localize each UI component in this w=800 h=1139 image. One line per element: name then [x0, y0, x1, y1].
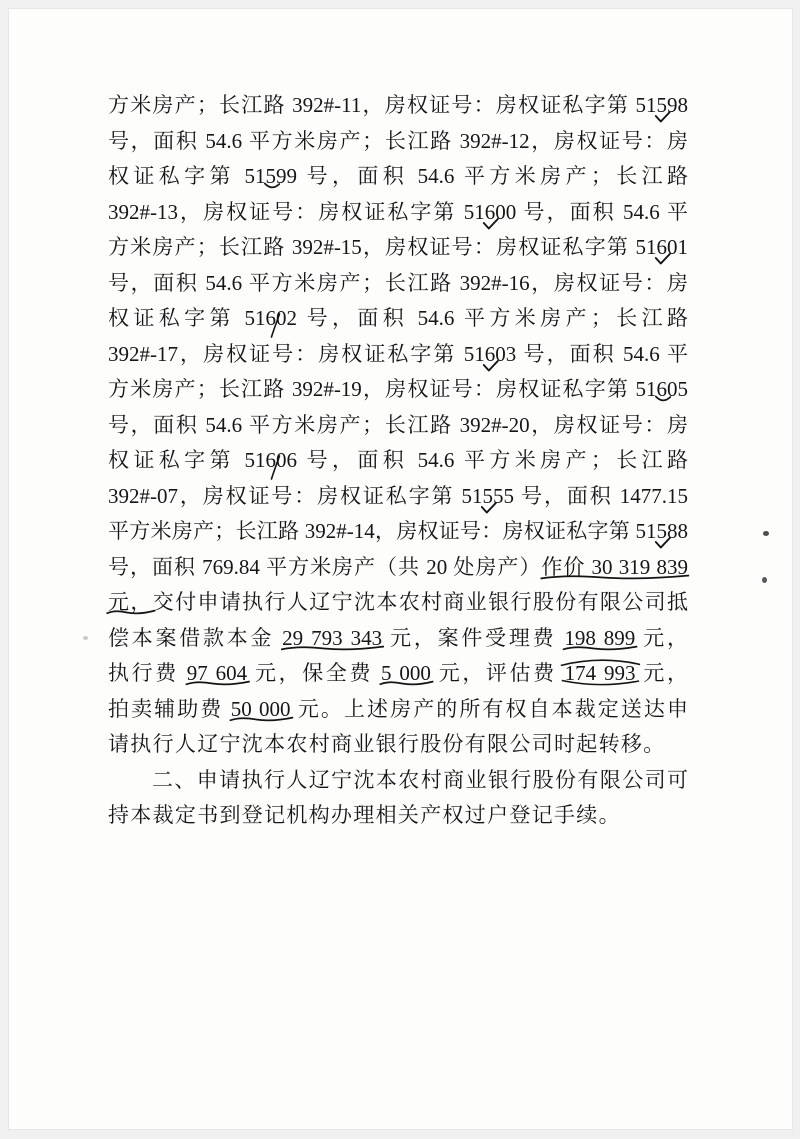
text-segment: 交付申请执行人辽宁沈本农村商业银行股份有限公司抵: [152, 590, 689, 614]
annotated-value: 元，: [108, 590, 153, 614]
text-segment: 权证私字第: [108, 306, 245, 330]
text-segment: 号，面积 54.6 平方米房产；长江路: [296, 164, 689, 188]
text-segment: 权证私字第: [108, 448, 245, 472]
text-segment: 号，面积 54.6 平方米房产；长江路 392#-20，房权证号：房: [108, 412, 688, 437]
text-segment: 号，面积 54.6 平方米房产；长江路: [296, 306, 689, 330]
annotated-value: 97 604: [187, 661, 247, 685]
annotated-value: 174 993: [565, 661, 636, 685]
text-line: [108, 692, 688, 728]
handwritten-underline: [106, 607, 156, 616]
text-segment: 号，面积 769.84 平方米房产（共 20 处房产）: [108, 554, 542, 579]
text-segment: 二、申请执行人辽宁沈本农村商业银行股份有限公司可: [152, 767, 688, 792]
handwritten-underline: [280, 643, 385, 652]
text-segment: 持本裁定书到登记机构办理相关产权过户登记手续。: [108, 803, 621, 827]
text-line: [108, 798, 688, 834]
annotated-value: 51606: [244, 448, 297, 472]
text-segment: 方米房产；长江路 392#-11，房权证号：房权证私字第: [108, 93, 636, 117]
text-segment: 元，: [635, 661, 689, 685]
text-line: [108, 372, 688, 408]
text-segment: 偿本案借款本金: [108, 625, 283, 650]
text-segment: 号，面积 54.6 平: [516, 341, 688, 366]
handwritten-overline: [560, 657, 641, 666]
annotated-value: 51601: [636, 235, 689, 259]
text-segment: 平方米房产；长江路 392#-14，房权证号：房权证私字第: [108, 519, 636, 543]
text-segment: 号，面积 54.6 平方米房产；长江路 392#-12，房权证号：房: [108, 128, 688, 153]
text-line: [108, 408, 688, 444]
scan-speck: [83, 636, 88, 640]
handwritten-underline: [539, 572, 691, 581]
annotated-value: 51602: [244, 306, 297, 330]
text-segment: 元，保全费: [247, 661, 381, 685]
annotated-value: 51600: [464, 200, 517, 224]
handwritten-breve-icon: [263, 182, 280, 191]
handwritten-underline: [561, 679, 640, 688]
annotated-value: 51598: [636, 93, 689, 117]
annotated-value: 51555: [462, 484, 515, 508]
handwritten-check-icon: [655, 111, 671, 123]
text-line: [108, 514, 688, 550]
handwritten-underline: [562, 643, 638, 652]
text-segment: 执行费: [108, 661, 187, 685]
handwritten-underline: [379, 678, 434, 687]
annotated-value: 5 000: [381, 661, 431, 685]
text-segment: 权证私字第: [108, 164, 245, 188]
text-segment: 号，面积 54.6 平: [516, 199, 688, 224]
handwritten-check-icon: [655, 537, 671, 549]
annotated-value: 51605: [636, 377, 689, 401]
annotated-value: 29 793 343: [282, 626, 382, 650]
scan-speck: [763, 531, 769, 536]
text-line: [108, 124, 688, 160]
handwritten-check-icon: [481, 502, 497, 514]
document-page: [8, 8, 793, 1130]
text-segment: 元，: [635, 625, 689, 650]
text-line: [108, 727, 688, 763]
text-line: [108, 195, 688, 231]
text-line: [108, 656, 688, 692]
text-segment: 方米房产；长江路 392#-15，房权证号：房权证私字第: [108, 235, 636, 259]
text-segment: 请执行人辽宁沈本农村商业银行股份有限公司时起转移。: [108, 732, 666, 756]
text-segment: 元，案件受理费: [382, 625, 565, 650]
handwritten-slash-icon: [270, 313, 281, 338]
handwritten-underline: [185, 678, 250, 687]
text-line: [108, 337, 688, 373]
text-segment: 392#-13，房权证号：房权证私字第: [108, 199, 464, 224]
handwritten-check-icon: [483, 218, 499, 230]
text-line: [108, 621, 688, 657]
text-segment: 号，面积 54.6 平方米房产；长江路: [296, 448, 689, 472]
text-line: [108, 763, 688, 799]
text-line: [108, 266, 688, 302]
handwritten-underline: [229, 714, 294, 723]
text-line: [108, 585, 688, 621]
annotated-value: 198 899: [564, 626, 635, 650]
text-segment: 拍卖辅助费: [108, 696, 231, 721]
text-segment: 元，评估费: [430, 661, 565, 685]
annotated-value: 51599: [244, 164, 297, 188]
text-line: [108, 88, 688, 124]
annotated-value: 51588: [636, 519, 689, 543]
annotated-value: 作价 30 319 839: [541, 555, 688, 579]
text-segment: 号，面积 54.6 平方米房产；长江路 392#-16，房权证号：房: [108, 270, 688, 295]
text-line: [108, 550, 688, 586]
text-segment: 392#-17，房权证号：房权证私字第: [108, 341, 464, 366]
annotated-value: 50 000: [231, 697, 291, 721]
text-line: [108, 230, 688, 266]
handwritten-slash-icon: [270, 455, 281, 480]
text-segment: 392#-07，房权证号：房权证私字第: [108, 483, 462, 508]
text-line: [108, 479, 688, 515]
text-line: [108, 301, 688, 337]
text-line: [108, 159, 688, 195]
handwritten-check-icon: [483, 360, 499, 372]
handwritten-breve-icon: [654, 395, 671, 404]
text-segment: 号，面积 1477.15: [514, 483, 688, 508]
scan-speck: [762, 577, 767, 583]
handwritten-check-icon: [655, 253, 671, 265]
annotated-value: 51603: [464, 342, 517, 366]
text-segment: 元。上述房产的所有权自本裁定送达申: [290, 696, 689, 721]
text-line: [108, 443, 688, 479]
text-segment: 方米房产；长江路 392#-19，房权证号：房权证私字第: [108, 377, 636, 401]
